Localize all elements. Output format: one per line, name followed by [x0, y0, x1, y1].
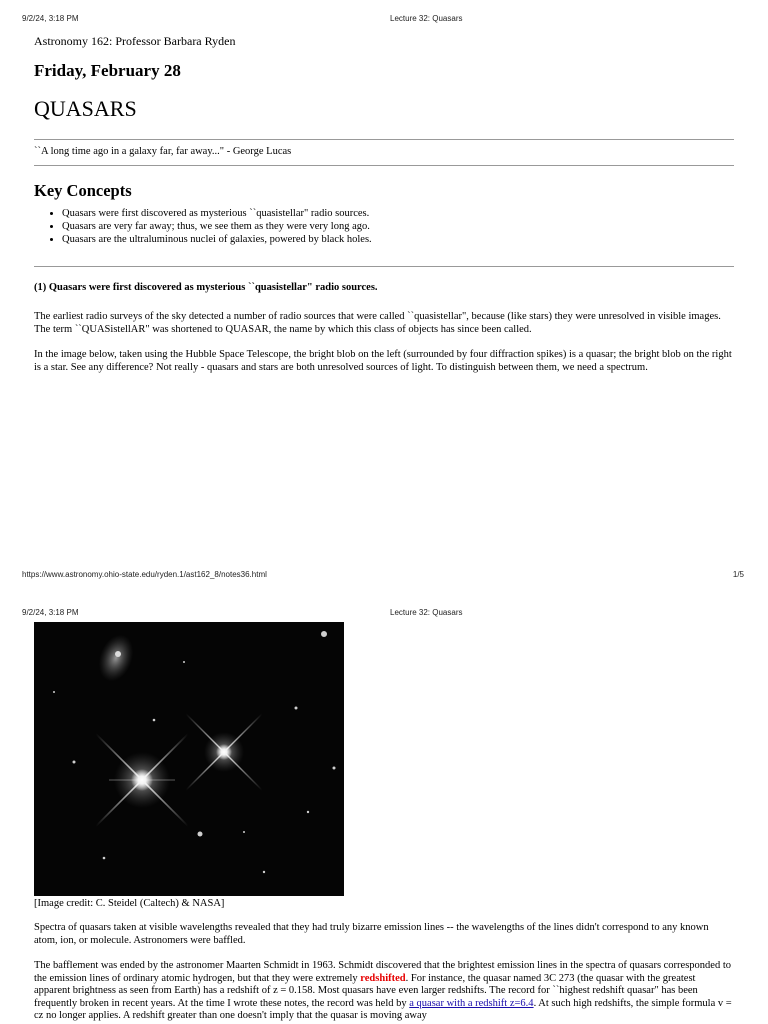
divider — [34, 266, 734, 267]
redshifted-term: redshifted — [360, 972, 406, 984]
paragraph-text — [34, 960, 734, 1023]
print-header-date: 9/2/24, 3:18 PM — [22, 608, 79, 617]
paragraph-text: Spectra of quasars taken at visible wavelengths revealed that they had truly bizarre emission lines -- the wavelengths of the lines didn't correspond to any known atom, ion, or molecule. Astronomers were baffled. — [34, 922, 709, 946]
divider — [34, 165, 734, 166]
epigraph-quote: ``A long time ago in a galaxy far, far away..." - George Lucas — [34, 146, 292, 157]
list-item: • Quasars are the ultraluminous nuclei of galaxies, powered by black holes. — [62, 233, 372, 246]
paragraph-text: The earliest radio surveys of the sky detected a number of radio sources that were called ``quasistellar", because (like stars) they were unresolved in visible images. The term ``QUASistellAR" was shortened to QUASAR, the name by which this class of objects has since been called. — [34, 311, 721, 335]
print-header-date: 9/2/24, 3:18 PM — [22, 14, 79, 23]
print-footer-page: 1/5 — [732, 570, 744, 579]
list-item: • Quasars are very far away; thus, we see them as they were very long ago. — [62, 220, 372, 233]
paragraph — [34, 922, 734, 947]
section-heading: (1) Quasars were first discovered as mysterious ``quasistellar" radio sources. — [34, 282, 378, 293]
print-footer-url: https://www.astronomy.ohio-state.edu/ryden.1/ast162_8/notes36.html — [22, 570, 267, 579]
page-title: QUASARS — [34, 96, 137, 121]
lecture-date: Friday, February 28 — [34, 61, 181, 80]
hubble-image-svg — [34, 622, 344, 896]
paragraph — [34, 311, 734, 336]
key-concepts-heading: Key Concepts — [34, 181, 132, 200]
key-concepts-list — [34, 207, 372, 246]
paragraph-part: The bafflement was ended by the astronomer Maarten Schmidt in 1963. Schmidt discovered that the brightest emission lines in the spectra of quasars corresponded to the emission lines of ordinary atomic hydrogen, but that they were extremely — [34, 960, 732, 984]
print-header-title: Lecture 32: Quasars — [390, 14, 463, 23]
paragraph — [34, 960, 734, 1023]
quasar-star-image — [34, 622, 344, 896]
course-name: Astronomy 162: Professor Barbara Ryden — [34, 34, 236, 48]
divider — [34, 139, 734, 140]
high-redshift-quasar-link[interactable]: a quasar with a redshift z=6.4 — [409, 997, 534, 1009]
image-credit: [Image credit: C. Steidel (Caltech) & NASA] — [34, 898, 225, 909]
print-header-title: Lecture 32: Quasars — [390, 608, 463, 617]
paragraph — [34, 349, 734, 374]
paragraph-part: . For instance, the quasar named 3C 273 (the quasar with the greatest apparent brightness as seen from Earth) has a redshift of z = 0.158. Most quasars have even larger redshifts. The record for ``highest redshift quasar" has been frequently broken in recent years. At the time I wrote these notes, the record was held by — [34, 972, 698, 1009]
list-item: • Quasars were first discovered as mysterious ``quasistellar" radio sources. — [62, 207, 372, 220]
galaxy-core — [115, 651, 121, 657]
paragraph-part: . At such high redshifts, the simple formula v = cz no longer applies. A redshift greater than one doesn't imply that the quasar is moving away — [34, 997, 732, 1021]
paragraph-text: In the image below, taken using the Hubble Space Telescope, the bright blob on the left (surrounded by four diffraction spikes) is a quasar; the bright blob on the right is a star. See any difference? Not really - quasars and stars are both unresolved sources of light. To distinguish between them, we need a spectrum. — [34, 349, 732, 373]
